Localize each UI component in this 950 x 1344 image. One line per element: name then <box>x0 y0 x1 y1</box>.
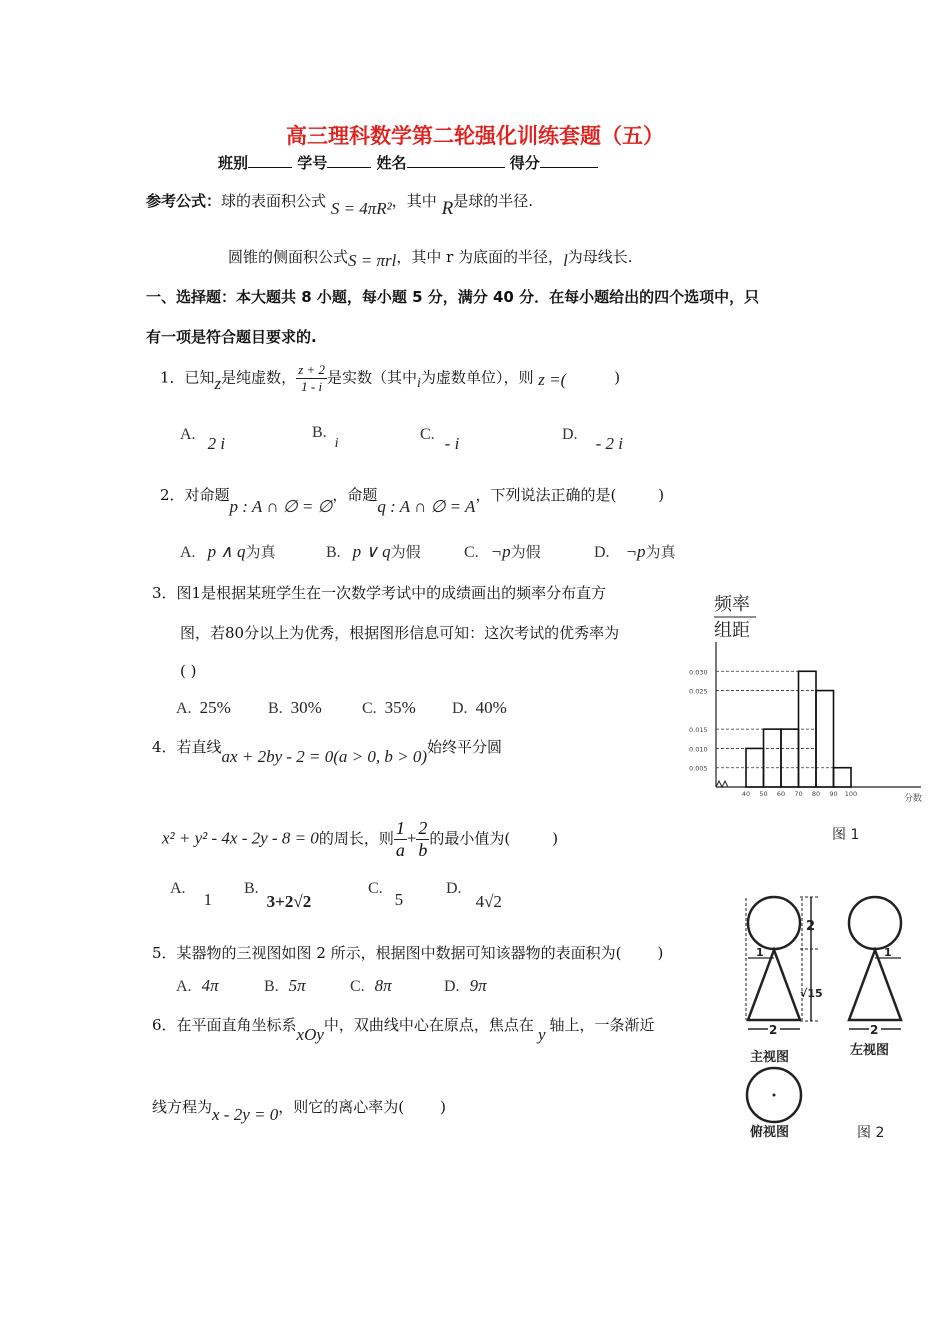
q4-f2-den: b <box>418 840 428 860</box>
q2-option-d-value: ¬p <box>625 542 646 561</box>
class-blank[interactable] <box>248 153 292 168</box>
front-view-sphere <box>748 897 800 949</box>
q2-p: p : A ∩ ∅ = ∅ <box>229 497 333 516</box>
q4-t3: 的最小值为( <box>429 829 511 848</box>
q4-circle: x² + y² - 4x - 2y - 8 = 0 <box>162 828 319 848</box>
front-view-cone <box>748 950 800 1020</box>
y-tick-label-1: 0.010 <box>689 745 708 754</box>
q1-option-c-label: C. <box>420 426 435 443</box>
q4-option-b-label: B. <box>244 880 259 897</box>
q1-frac-den: 1 - i <box>301 379 323 394</box>
q4-option-d[interactable] <box>446 878 502 911</box>
chart-ylabel-num: 频率 <box>714 594 750 615</box>
q6-t2: 轴上，一条渐近 <box>549 1016 655 1034</box>
q4-option-b[interactable] <box>244 878 312 911</box>
q5-option-c-label: C. <box>350 978 365 995</box>
q3-line2: 图，若80分以上为优秀，根据图形信息可知：这次考试的优秀率为 <box>180 624 620 642</box>
dim-label-base-side: 2 <box>870 1023 879 1037</box>
q3-option-d-value: 40% <box>475 698 507 717</box>
q4-option-b-value: 3+2√2 <box>266 892 312 911</box>
q5-option-b[interactable] <box>264 976 306 996</box>
q1-option-c-value: - i <box>444 434 460 453</box>
side-view-sphere <box>849 897 901 949</box>
q3-line1: 3．图1是根据某班学生在一次数学考试中的成绩画出的频率分布直方 <box>152 584 607 602</box>
q1-option-a[interactable] <box>180 424 226 453</box>
question-1 <box>160 362 620 395</box>
q1-close: ) <box>614 368 621 387</box>
question-2 <box>160 484 665 516</box>
sphere-text: 球的表面积公式 <box>221 192 327 210</box>
q6-t3: 线方程为 <box>152 1098 213 1116</box>
q1-eq: z =( <box>538 369 567 389</box>
q1-option-a-value: 2 i <box>207 434 226 453</box>
figure-1-caption: 图 1 <box>832 827 860 843</box>
q1-option-d-label: D. <box>562 426 578 443</box>
q2-option-b-value: p ∨ q <box>352 542 391 561</box>
q6-eq: x - 2y = 0 <box>212 1105 279 1124</box>
q3-option-b-value: 30% <box>290 698 322 717</box>
figure-2-caption: 图 2 <box>857 1125 885 1141</box>
q5-close: ) <box>657 944 664 962</box>
y-tick-label-3: 0.025 <box>689 687 708 696</box>
q4-close: ) <box>552 829 559 848</box>
q1-t3: 为虚数单位），则 <box>420 368 534 387</box>
q5-option-d[interactable] <box>444 976 487 996</box>
side-view-cone <box>849 950 901 1020</box>
q2-t2: ，下列说法正确的是( <box>475 486 617 504</box>
q2-option-d-text: 为真 <box>645 543 676 561</box>
q1-fraction <box>296 362 327 395</box>
q1-frac-num: z + 2 <box>298 362 326 377</box>
q3-option-c-value: 35% <box>384 698 416 717</box>
sphere-end: 是球的半径. <box>453 192 533 210</box>
number-blank[interactable] <box>327 153 371 168</box>
q4-option-d-value: 4√2 <box>475 892 502 911</box>
name-label: 姓名 <box>376 154 407 172</box>
chart-xlabel: 分数 <box>904 794 923 804</box>
axis-break-mark <box>716 781 728 787</box>
q6-y: y <box>537 1025 546 1044</box>
q3-option-b[interactable] <box>268 698 322 718</box>
y-tick-label-4: 0.030 <box>689 668 708 677</box>
cone-end: 为母线长. <box>567 248 633 266</box>
q2-option-b-label: B. <box>326 544 341 561</box>
x-tick-label-3: 70 <box>794 790 803 798</box>
histogram-bar-4 <box>816 691 834 787</box>
q1-option-d[interactable] <box>562 424 623 453</box>
sphere-mid: ，其中 <box>391 192 437 210</box>
q4-option-a[interactable] <box>170 878 213 909</box>
dim-label-base-front: 2 <box>769 1023 778 1037</box>
side-view-label: 左视图 <box>850 1043 890 1058</box>
top-view-center <box>773 1094 776 1097</box>
dim-label-2: 2 <box>806 919 816 934</box>
q4-f1-den: a <box>395 840 405 860</box>
x-tick-label-1: 50 <box>759 790 768 798</box>
q3-option-a-label: A. <box>176 700 192 717</box>
q1-num: 1．已知 <box>160 368 215 387</box>
q1-option-b[interactable] <box>312 424 339 451</box>
cone-text: 圆锥的侧面积公式 <box>228 248 349 266</box>
q2-close: ) <box>658 486 665 504</box>
q1-z: z <box>214 373 222 393</box>
q2-option-b-text: 为假 <box>390 543 421 561</box>
section1-line2: 有一项是符合题目要求的. <box>146 328 317 346</box>
q6-close: ) <box>440 1098 446 1116</box>
q4-f2-num: 2 <box>418 818 428 838</box>
q4-option-a-value: 1 <box>203 890 213 909</box>
q4-f1-num: 1 <box>395 818 405 838</box>
name-blank[interactable] <box>407 153 505 168</box>
histogram-bar-2 <box>781 729 799 787</box>
q6-t4: ，则它的离心率为( <box>278 1098 405 1116</box>
q4-t1: 始终平分圆 <box>427 738 503 756</box>
q1-option-b-value: i <box>334 436 339 451</box>
q3-option-d-label: D. <box>452 700 468 717</box>
dim-label-1-front: 1 <box>756 946 764 959</box>
q3-option-a-value: 25% <box>199 698 231 717</box>
q2-option-a-value: p ∧ q <box>207 542 246 561</box>
q5-text: 5．某器物的三视图如图 2 所示，根据图中数据可知该器物的表面积为( <box>152 944 622 962</box>
x-tick-label-2: 60 <box>776 790 786 798</box>
q4-plus: + <box>406 828 417 848</box>
cone-mid: ，其中 r 为底面的半径， <box>396 248 564 266</box>
q2-option-a[interactable] <box>180 541 276 562</box>
formula-cone <box>228 246 633 270</box>
q2-option-a-text: 为真 <box>245 543 276 561</box>
q4-frac-2 <box>416 818 429 861</box>
q2-option-c[interactable] <box>464 541 541 562</box>
question-6-cont <box>152 1096 446 1124</box>
q5-option-a-value: 4π <box>201 976 219 995</box>
q5-option-c-value: 8π <box>374 976 392 995</box>
page-title: 高三理科数学第二轮强化训练套题（五） <box>286 124 664 148</box>
x-tick-label-6: 100 <box>844 790 858 798</box>
q4-option-c-value: 5 <box>394 890 404 909</box>
cone-formula: S = πrl <box>348 251 397 270</box>
q2-num: 2．对命题 <box>160 486 230 504</box>
question-5 <box>152 942 663 963</box>
q2-option-d-label: D. <box>594 544 610 561</box>
q2-option-c-text: 为假 <box>510 543 541 561</box>
q5-option-b-value: 5π <box>288 976 306 995</box>
section1-line1: 一、选择题：本大题共 8 小题，每小题 5 分，满分 40 分．在每小题给出的四个选项中，只 <box>146 288 760 306</box>
q2-option-c-value: ¬p <box>490 542 511 561</box>
x-tick-label-5: 90 <box>829 790 838 798</box>
figure-1-histogram <box>686 590 931 810</box>
q2-t1: ，命题 <box>332 486 378 504</box>
y-tick-label-0: 0.005 <box>689 764 708 773</box>
student-info <box>218 152 598 173</box>
histogram-svg <box>686 590 931 810</box>
class-label: 班别 <box>218 154 249 172</box>
q2-option-b[interactable] <box>326 541 421 562</box>
question-4-cont <box>162 818 558 861</box>
q1-option-a-label: A. <box>180 426 196 443</box>
q4-line-eq: ax + 2by - 2 = 0(a > 0, b > 0) <box>221 747 428 766</box>
question-6 <box>152 1014 655 1044</box>
x-tick-label-0: 40 <box>741 790 751 798</box>
q4-option-c-label: C. <box>368 880 383 897</box>
q4-option-d-label: D. <box>446 880 462 897</box>
q1-option-b-label: B. <box>312 424 327 441</box>
q3-option-b-label: B. <box>268 700 283 717</box>
q5-option-b-label: B. <box>264 978 279 995</box>
x-tick-label-4: 80 <box>811 790 821 798</box>
q1-option-c[interactable] <box>420 424 460 453</box>
figure-2-three-views <box>738 888 918 1148</box>
q1-option-d-value: - 2 i <box>595 434 623 453</box>
number-label: 学号 <box>297 154 328 172</box>
histogram-layer <box>689 642 921 798</box>
q3-line3: ( ) <box>180 662 197 680</box>
formula-label: 参考公式： <box>146 192 222 210</box>
q5-option-d-value: 9π <box>469 976 487 995</box>
q2-q: q : A ∩ ∅ = A <box>377 497 476 516</box>
q4-option-c[interactable] <box>368 878 404 909</box>
q6-sys: xOy <box>296 1025 324 1044</box>
q1-t1: 是纯虚数， <box>221 368 297 387</box>
q6-num: 6．在平面直角坐标系 <box>152 1016 297 1034</box>
formula-sphere <box>146 190 533 219</box>
sphere-var: R <box>441 198 454 219</box>
dim-label-sqrt15: √15 <box>800 987 823 1000</box>
q2-option-a-label: A. <box>180 544 196 561</box>
q3-option-d[interactable] <box>452 698 507 718</box>
q1-i: i <box>417 375 421 391</box>
front-view-label: 主视图 <box>750 1050 790 1065</box>
histogram-bar-5 <box>834 768 852 787</box>
q1-t2: 是实数（其中 <box>327 368 418 387</box>
q5-option-a[interactable] <box>176 976 219 996</box>
q5-option-a-label: A. <box>176 978 192 995</box>
q4-frac-1 <box>394 818 407 861</box>
q4-t2: 的周长，则 <box>318 829 394 848</box>
question-4 <box>152 736 503 766</box>
cone-var: l <box>563 251 568 270</box>
top-view-label: 俯视图 <box>750 1125 790 1140</box>
q4-num: 4．若直线 <box>152 738 222 756</box>
q5-option-c[interactable] <box>350 976 392 996</box>
chart-ylabel-den: 组距 <box>714 620 750 641</box>
q4-option-a-label: A. <box>170 880 186 897</box>
q2-option-d[interactable] <box>594 541 676 562</box>
q5-option-d-label: D. <box>444 978 460 995</box>
q3-option-a[interactable] <box>176 698 231 718</box>
dim-label-1-side: 1 <box>884 946 892 959</box>
score-label: 得分 <box>509 154 540 172</box>
three-views-svg <box>738 888 918 1148</box>
q6-t1: 中，双曲线中心在原点，焦点在 <box>323 1016 534 1034</box>
q3-option-c-label: C. <box>362 700 377 717</box>
score-blank[interactable] <box>540 153 598 168</box>
q2-option-c-label: C. <box>464 544 479 561</box>
q3-option-c[interactable] <box>362 698 416 718</box>
histogram-bar-1 <box>764 729 782 787</box>
sphere-formula: S = 4πR² <box>330 199 392 218</box>
y-tick-label-2: 0.015 <box>689 726 708 735</box>
